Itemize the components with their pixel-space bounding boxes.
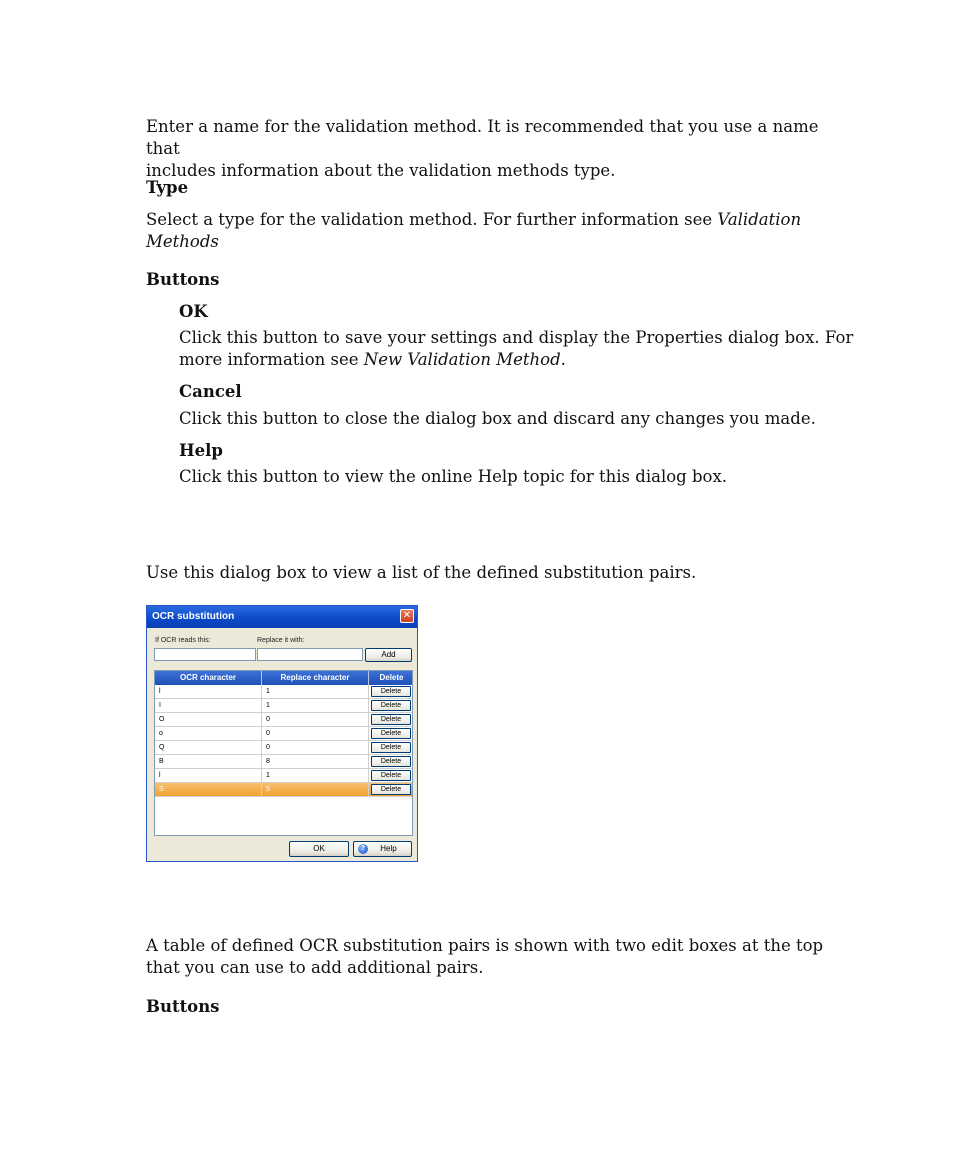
validation-link-part1[interactable]: Validation (717, 210, 802, 229)
ocr-substitution-dialog (146, 605, 418, 862)
replace-char-cell: 0 (262, 727, 369, 740)
delete-button[interactable]: Delete (371, 770, 411, 781)
replace-char-cell: 5 (262, 783, 369, 796)
table-row[interactable] (155, 685, 412, 699)
ok-button[interactable]: OK (289, 841, 349, 857)
column-ocr-character[interactable]: OCR character (155, 671, 262, 685)
dialog-title: OCR substitution (152, 611, 235, 622)
intro-line-2: includes information about the validation methods type. (146, 161, 616, 180)
help-button[interactable] (353, 841, 412, 857)
replace-char-cell: 0 (262, 741, 369, 754)
table-desc-line-2: that you can use to add additional pairs. (146, 958, 484, 977)
table-row[interactable] (155, 727, 412, 741)
ok-heading: OK (179, 302, 208, 321)
ocr-char-cell: l (155, 769, 262, 782)
help-paragraph: Click this button to view the online Help topic for this dialog box. (179, 467, 728, 486)
column-delete[interactable]: Delete (379, 673, 404, 682)
column-replace-character[interactable]: Replace character (262, 671, 369, 685)
table-header (155, 671, 412, 685)
table-row[interactable] (155, 769, 412, 783)
table-description (146, 935, 826, 979)
replace-char-cell: 1 (262, 769, 369, 782)
replace-char-cell: 0 (262, 713, 369, 726)
ocr-reads-input[interactable] (154, 648, 256, 661)
delete-button[interactable]: Delete (371, 686, 411, 697)
ocr-char-cell: Q (155, 741, 262, 754)
ocr-char-cell: l (155, 685, 262, 698)
delete-button[interactable]: Delete (371, 742, 411, 753)
ocr-char-cell: O (155, 713, 262, 726)
replace-char-cell: 1 (262, 699, 369, 712)
help-button-label: Help (380, 844, 397, 853)
close-icon[interactable]: ✕ (400, 609, 414, 623)
validation-link-part2[interactable]: Methods (146, 232, 219, 251)
help-heading: Help (179, 441, 223, 460)
help-icon: ? (358, 844, 368, 854)
buttons-heading: Buttons (146, 270, 220, 289)
delete-button[interactable]: Delete (371, 728, 411, 739)
type-heading: Type (146, 178, 189, 197)
delete-button[interactable]: Delete (371, 784, 411, 795)
replace-with-label: Replace it with: (257, 637, 305, 644)
replace-char-cell: 8 (262, 755, 369, 768)
delete-button[interactable]: Delete (371, 700, 411, 711)
new-validation-method-link[interactable]: New Validation Method (363, 350, 561, 369)
buttons-heading-2: Buttons (146, 997, 220, 1016)
substitution-table (154, 670, 413, 836)
ocr-char-cell: B (155, 755, 262, 768)
delete-button[interactable]: Delete (371, 756, 411, 767)
dialog-intro: Use this dialog box to view a list of the defined substitution pairs. (146, 563, 697, 582)
table-row[interactable] (155, 699, 412, 713)
type-text: Select a type for the validation method. For further information see (146, 210, 718, 229)
table-desc-line-1: A table of defined OCR substitution pairs is shown with two edit boxes at the top (146, 936, 824, 955)
add-button[interactable]: Add (365, 648, 412, 662)
replace-char-cell: 1 (262, 685, 369, 698)
ocr-char-cell: I (155, 699, 262, 712)
ok-line-2-text: more information see (179, 350, 364, 369)
ocr-reads-label: If OCR reads this: (155, 637, 211, 644)
delete-button[interactable]: Delete (371, 714, 411, 725)
cancel-paragraph: Click this button to close the dialog box and discard any changes you made. (179, 409, 816, 428)
dialog-titlebar[interactable] (147, 606, 417, 628)
cancel-heading: Cancel (179, 382, 242, 401)
table-row-selected[interactable] (155, 783, 412, 797)
intro-line-1: Enter a name for the validation method. It is recommended that you use a name that (146, 117, 819, 158)
type-paragraph (146, 209, 826, 253)
ocr-char-cell: o (155, 727, 262, 740)
table-row[interactable] (155, 713, 412, 727)
ok-line-2-end: . (560, 350, 566, 369)
ok-line-1: Click this button to save your settings and display the Properties dialog box. For (179, 328, 854, 347)
intro-paragraph (146, 116, 826, 182)
table-row[interactable] (155, 741, 412, 755)
ocr-char-cell: S (155, 783, 262, 796)
replace-with-input[interactable] (257, 648, 363, 661)
ok-paragraph (179, 327, 859, 371)
table-row[interactable] (155, 755, 412, 769)
